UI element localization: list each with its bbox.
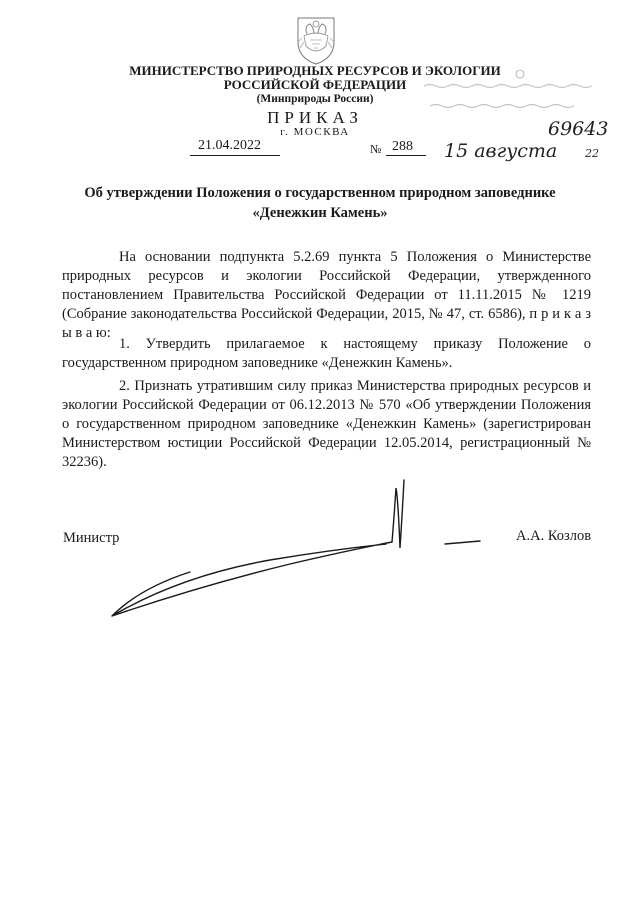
registration-number: 69643 xyxy=(548,118,609,140)
order-date: 21.04.2022 xyxy=(198,138,261,153)
ministry-line-1: МИНИСТЕРСТВО ПРИРОДНЫХ РЕСУРСОВ И ЭКОЛОГИИ xyxy=(129,63,501,78)
order-heading: ПРИКАЗ xyxy=(267,108,363,127)
document-title xyxy=(60,183,580,223)
signatory-position: Министр xyxy=(63,530,120,546)
coat-of-arms-icon xyxy=(290,12,342,66)
number-label: № xyxy=(370,142,382,156)
paragraph-basis: На основании подпункта 5.2.69 пункта 5 Положения о Министерстве природных ресурсов и экологии Российской Федерации, утвержденного постановлением Правительства Российской Федерации от 11.11.2015 № 1219 (Собрание законодательства Российской Федерации, 2015, № 47, ст. 6586), п р и к а з ы в а ю: xyxy=(62,249,591,341)
registration-year: 22 xyxy=(585,147,599,160)
ministry-short-name: (Минприроды России) xyxy=(256,93,374,105)
date-underline xyxy=(190,155,280,156)
order-city: г. МОСКВА xyxy=(280,126,350,138)
ministry-line-2: РОССИЙСКОЙ ФЕДЕРАЦИИ xyxy=(223,77,407,92)
document-title-line-1: Об утверждении Положения о государственном природном заповеднике xyxy=(84,185,556,201)
paragraph-item-1: 1. Утвердить прилагаемое к настоящему приказу Положение о государственном природном заповеднике «Денежкин Камень». xyxy=(62,336,591,371)
registration-stamp xyxy=(420,70,620,120)
number-underline xyxy=(386,155,426,156)
handwritten-signature xyxy=(100,478,490,628)
order-number: 288 xyxy=(392,139,413,154)
registration-date: 15 августа xyxy=(444,140,558,162)
document-title-line-2: «Денежкин Камень» xyxy=(252,205,388,221)
paragraph-item-2: 2. Признать утратившим силу приказ Министерства природных ресурсов и экологии Российской Федерации от 06.12.2013 № 570 «Об утверждении Положения о государственном природном заповеднике «Денежкин Камень» (зарегистрирован Министерством юстиции Российской Федерации 12.05.2014, регистрационный № 32236). xyxy=(62,378,591,470)
signatory-name: А.А. Козлов xyxy=(516,528,592,544)
